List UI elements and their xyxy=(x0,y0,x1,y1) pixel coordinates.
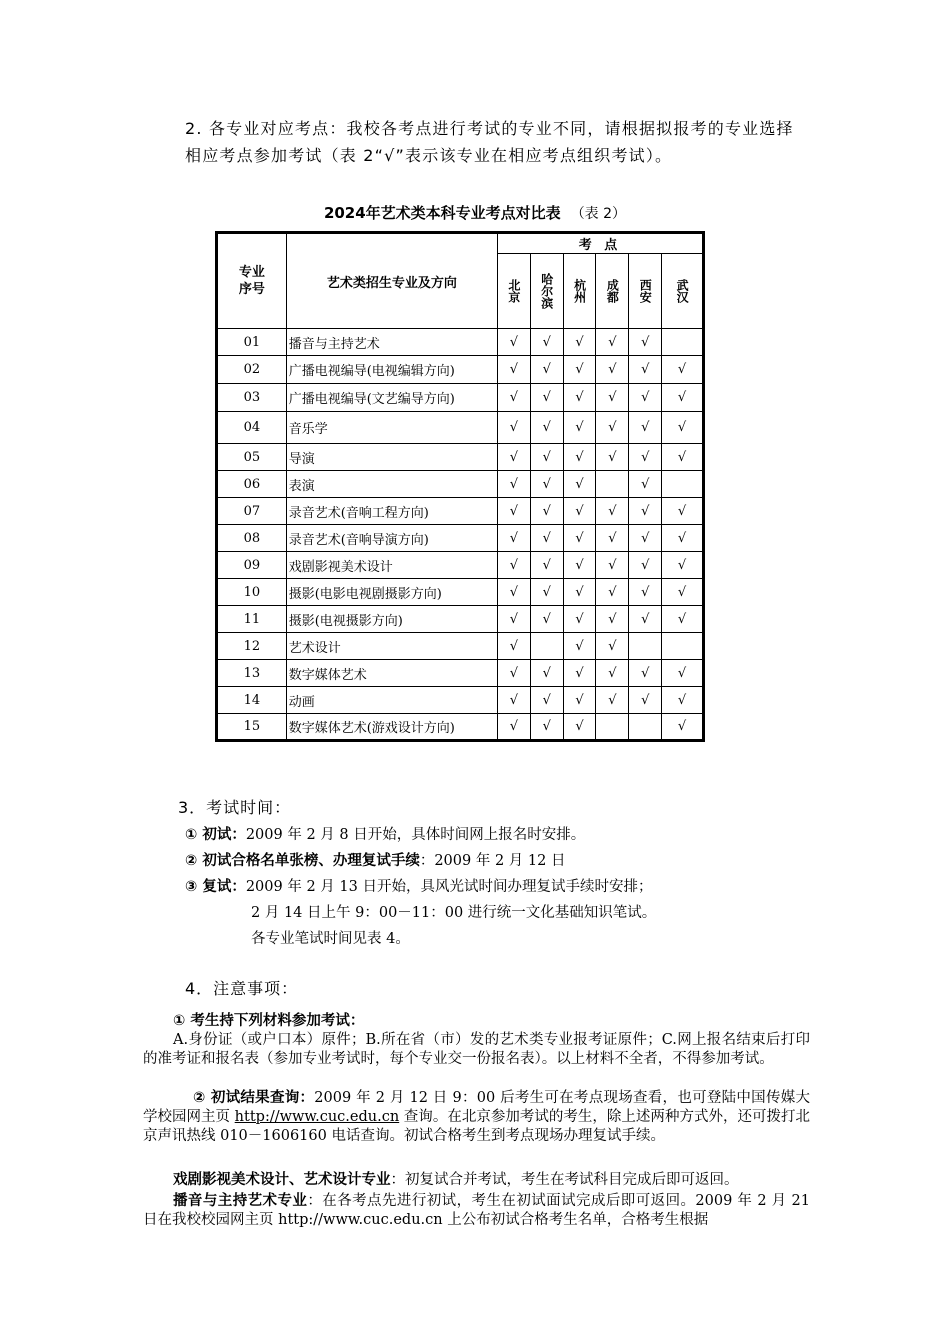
site-check-mark: √ xyxy=(596,412,629,444)
site-check-mark: √ xyxy=(629,606,662,633)
site-check-mark: √ xyxy=(563,660,596,687)
site-check-mark: √ xyxy=(530,579,563,606)
site-check-mark: √ xyxy=(662,687,704,714)
section-4-title: 4．注意事项： xyxy=(185,979,299,998)
site-check-mark: √ xyxy=(498,579,531,606)
site-check-mark: √ xyxy=(563,471,596,498)
site-check-mark: √ xyxy=(596,356,629,384)
site-check-mark: √ xyxy=(629,552,662,579)
site-check-mark: √ xyxy=(662,356,704,384)
site-check-mark xyxy=(662,329,704,356)
table-row xyxy=(217,606,704,633)
site-check-mark: √ xyxy=(530,714,563,741)
site-check-mark: √ xyxy=(563,384,596,412)
table-title xyxy=(0,202,950,223)
site-check-mark: √ xyxy=(498,356,531,384)
site-check-mark: √ xyxy=(596,444,629,471)
site-check-mark: √ xyxy=(662,714,704,741)
site-check-mark: √ xyxy=(530,687,563,714)
row-number: 10 xyxy=(217,579,287,606)
major-name: 摄影(电影电视剧摄影方向) xyxy=(286,579,497,606)
row-number: 14 xyxy=(217,687,287,714)
site-check-mark xyxy=(629,714,662,741)
site-check-mark: √ xyxy=(563,356,596,384)
table-row xyxy=(217,633,704,660)
site-check-mark: √ xyxy=(629,687,662,714)
site-check-mark: √ xyxy=(563,412,596,444)
exam-item-3: ③ 复试：2009 年 2 月 13 日开始，具风光试时间办理复试手续时安排； xyxy=(185,879,653,895)
major-name: 表演 xyxy=(286,471,497,498)
site-check-mark: √ xyxy=(498,606,531,633)
header-city: 西安 xyxy=(629,254,662,329)
site-check-mark: √ xyxy=(530,471,563,498)
major-name: 数字媒体艺术 xyxy=(286,660,497,687)
header-city: 北京 xyxy=(498,254,531,329)
site-check-mark: √ xyxy=(629,525,662,552)
note-3-label: 戏剧影视美术设计、艺术设计专业 xyxy=(173,1172,391,1188)
table-row xyxy=(217,687,704,714)
table-row xyxy=(217,498,704,525)
site-check-mark: √ xyxy=(563,606,596,633)
site-check-mark: √ xyxy=(596,633,629,660)
note-paragraph-3: 戏剧影视美术设计、艺术设计专业：初复试合并考试，考生在考试科目完成后即可返回。 xyxy=(173,1172,739,1188)
exam-item-1: ① 初试：2009 年 2 月 8 日开始，具体时间网上报名时安排。 xyxy=(185,827,586,843)
site-check-mark: √ xyxy=(498,714,531,741)
note-paragraph-2: ② 初试结果查询：2009 年 2 月 12 日 9：00 后考生可在考点现场查看，也可登陆中国传媒大学校园网主页 http://www.cuc.edu.cn 查询。在北京参加考试的考生，除上述两种方式外，还可拨打北京声讯热线 010－1606160 电话查询。初试合格考生到考点现场办理复试手续。 xyxy=(143,1090,811,1144)
major-name: 录音艺术(音响导演方向) xyxy=(286,525,497,552)
site-check-mark: √ xyxy=(662,444,704,471)
site-check-mark: √ xyxy=(629,660,662,687)
site-check-mark: √ xyxy=(596,329,629,356)
site-check-mark: √ xyxy=(563,525,596,552)
site-check-mark: √ xyxy=(629,498,662,525)
table-row xyxy=(217,714,704,741)
table-row xyxy=(217,412,704,444)
header-city: 哈尔滨 xyxy=(530,254,563,329)
site-check-mark xyxy=(596,471,629,498)
table-row xyxy=(217,660,704,687)
major-name: 广播电视编导(电视编辑方向) xyxy=(286,356,497,384)
site-check-mark: √ xyxy=(596,579,629,606)
site-check-mark: √ xyxy=(563,552,596,579)
site-check-mark: √ xyxy=(596,384,629,412)
site-check-mark: √ xyxy=(629,356,662,384)
major-site-table xyxy=(215,231,705,742)
note-1-text: A.身份证（或户口本）原件；B.所在省（市）发的艺术类专业报考证原件；C.网上报名结束后打印的准考证和报名表（参加专业考试时，每个专业交一份报名表）。以上材料不全者，不得参加考试。 xyxy=(143,1032,810,1067)
site-check-mark: √ xyxy=(662,579,704,606)
major-name: 动画 xyxy=(286,687,497,714)
site-check-mark: √ xyxy=(498,471,531,498)
site-check-mark: √ xyxy=(498,525,531,552)
site-check-mark xyxy=(662,633,704,660)
site-check-mark: √ xyxy=(563,579,596,606)
site-check-mark: √ xyxy=(530,384,563,412)
table-row xyxy=(217,471,704,498)
site-check-mark: √ xyxy=(498,660,531,687)
site-check-mark: √ xyxy=(498,498,531,525)
site-check-mark: √ xyxy=(530,412,563,444)
table-title-note: （表 2） xyxy=(570,206,627,222)
note-4-label: 播音与主持艺术专业 xyxy=(173,1193,308,1209)
table-row xyxy=(217,329,704,356)
site-check-mark: √ xyxy=(596,660,629,687)
table-row xyxy=(217,444,704,471)
site-check-mark: √ xyxy=(662,552,704,579)
site-check-mark: √ xyxy=(530,329,563,356)
row-number: 08 xyxy=(217,525,287,552)
site-check-mark: √ xyxy=(530,660,563,687)
site-check-mark: √ xyxy=(629,384,662,412)
site-check-mark: √ xyxy=(530,525,563,552)
row-number: 12 xyxy=(217,633,287,660)
row-number: 05 xyxy=(217,444,287,471)
site-check-mark: √ xyxy=(563,329,596,356)
site-check-mark: √ xyxy=(596,525,629,552)
row-number: 03 xyxy=(217,384,287,412)
note-1-label: ① 考生持下列材料参加考试： xyxy=(173,1013,365,1029)
exam-item-2: ② 初试合格名单张榜、办理复试手续：2009 年 2 月 12 日 xyxy=(185,853,566,869)
major-name: 戏剧影视美术设计 xyxy=(286,552,497,579)
site-check-mark: √ xyxy=(530,552,563,579)
site-check-mark: √ xyxy=(530,606,563,633)
row-number: 11 xyxy=(217,606,287,633)
site-check-mark: √ xyxy=(498,633,531,660)
site-check-mark xyxy=(629,633,662,660)
major-name: 艺术设计 xyxy=(286,633,497,660)
major-name: 数字媒体艺术(游戏设计方向) xyxy=(286,714,497,741)
site-check-mark: √ xyxy=(596,687,629,714)
site-check-mark: √ xyxy=(498,552,531,579)
site-check-mark: √ xyxy=(629,444,662,471)
site-check-mark: √ xyxy=(662,498,704,525)
site-check-mark xyxy=(596,714,629,741)
site-check-mark: √ xyxy=(629,329,662,356)
site-check-mark: √ xyxy=(629,579,662,606)
major-name: 广播电视编导(文艺编导方向) xyxy=(286,384,497,412)
row-number: 07 xyxy=(217,498,287,525)
row-number: 06 xyxy=(217,471,287,498)
row-number: 01 xyxy=(217,329,287,356)
table-row xyxy=(217,525,704,552)
site-check-mark: √ xyxy=(498,412,531,444)
exam-item-3-line3: 各专业笔试时间见表 4。 xyxy=(251,931,410,947)
site-check-mark: √ xyxy=(662,606,704,633)
section-3-title: 3．考试时间： xyxy=(178,798,292,817)
site-check-mark xyxy=(662,471,704,498)
table-row xyxy=(217,552,704,579)
header-city: 武汉 xyxy=(662,254,704,329)
site-check-mark: √ xyxy=(530,498,563,525)
site-check-mark: √ xyxy=(498,329,531,356)
site-check-mark: √ xyxy=(629,471,662,498)
site-check-mark: √ xyxy=(629,412,662,444)
header-major: 艺术类招生专业及方向 xyxy=(286,233,497,329)
note-paragraph-4: 播音与主持艺术专业：在各考点先进行初试，考生在初试面试完成后即可返回。2009 年 2 月 21 日在我校校园网主页 http://www.cuc.edu.cn 上公布初试合格考生名单，合格考生根据 xyxy=(143,1193,811,1228)
table-title-main: 2024年艺术类本科专业考点对比表 xyxy=(323,204,561,222)
major-name: 录音艺术(音响工程方向) xyxy=(286,498,497,525)
site-check-mark: √ xyxy=(530,444,563,471)
site-check-mark: √ xyxy=(662,525,704,552)
exam-item-3-line2: 2 月 14 日上午 9：00－11：00 进行统一文化基础知识笔试。 xyxy=(251,905,657,921)
header-city: 杭州 xyxy=(563,254,596,329)
note-2-label: ② 初试结果查询： xyxy=(193,1090,315,1106)
major-name: 摄影(电视摄影方向) xyxy=(286,606,497,633)
site-check-mark: √ xyxy=(530,356,563,384)
table-row xyxy=(217,384,704,412)
row-number: 13 xyxy=(217,660,287,687)
site-check-mark: √ xyxy=(563,687,596,714)
site-check-mark: √ xyxy=(498,687,531,714)
site-check-mark xyxy=(530,633,563,660)
header-no: 专业序号 xyxy=(217,233,287,329)
site-check-mark: √ xyxy=(563,498,596,525)
site-check-mark: √ xyxy=(563,633,596,660)
site-check-mark: √ xyxy=(596,606,629,633)
site-check-mark: √ xyxy=(662,660,704,687)
site-check-mark: √ xyxy=(498,384,531,412)
section-2-paragraph: 2. 各专业对应考点：我校各考点进行考试的专业不同，请根据拟报考的专业选择相应考点参加考试（表 2“√”表示该专业在相应考点组织考试）。 xyxy=(185,119,794,165)
row-number: 04 xyxy=(217,412,287,444)
site-check-mark: √ xyxy=(563,714,596,741)
major-name: 播音与主持艺术 xyxy=(286,329,497,356)
major-name: 音乐学 xyxy=(286,412,497,444)
row-number: 15 xyxy=(217,714,287,741)
row-number: 02 xyxy=(217,356,287,384)
table-row xyxy=(217,356,704,384)
site-check-mark: √ xyxy=(662,412,704,444)
row-number: 09 xyxy=(217,552,287,579)
table-row xyxy=(217,579,704,606)
site-check-mark: √ xyxy=(596,552,629,579)
site-check-mark: √ xyxy=(662,384,704,412)
note-paragraph-1 xyxy=(143,1012,810,1069)
header-sites: 考 点 xyxy=(498,233,704,254)
header-city: 成都 xyxy=(596,254,629,329)
cuc-homepage-link[interactable]: http://www.cuc.edu.cn xyxy=(234,1109,400,1125)
major-name: 导演 xyxy=(286,444,497,471)
site-check-mark: √ xyxy=(498,444,531,471)
site-check-mark: √ xyxy=(596,498,629,525)
site-check-mark: √ xyxy=(563,444,596,471)
